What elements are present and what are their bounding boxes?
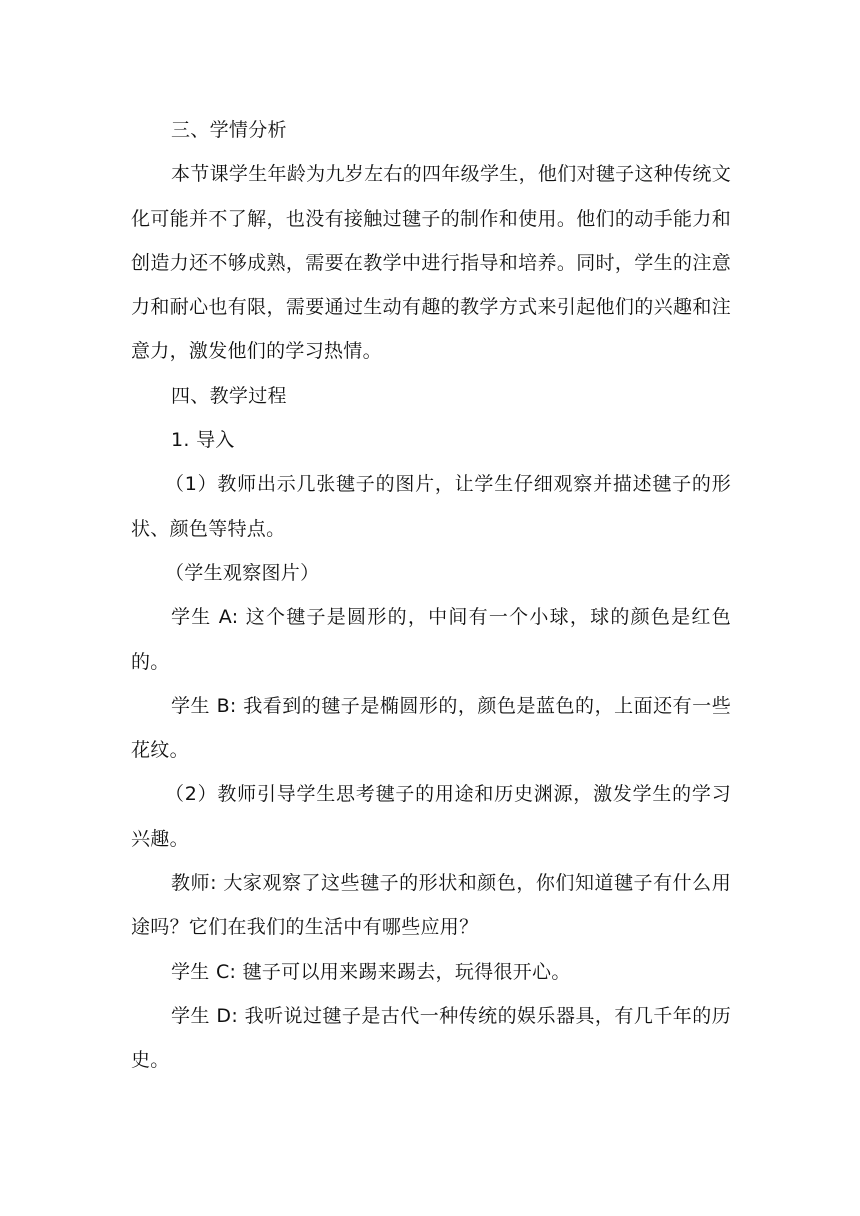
document-body [131,108,731,1083]
paragraph-student-d: 学生 D: 我听说过毽子是古代一种传统的娱乐器具，有几千年的历史。 [131,1004,731,1072]
paragraph-student-b: 学生 B: 我看到的毽子是椭圆形的，颜色是蓝色的，上面还有一些花纹。 [131,694,731,762]
paragraph-teacher: 教师: 大家观察了这些毽子的形状和颜色，你们知道毽子有什么用途吗？它们在我们的生活中有哪些应用？ [131,872,731,939]
paragraph-step-1: （1）教师出示几张毽子的图片，让学生仔细观察并描述毽子的形状、颜色等特点。 [131,473,731,540]
paragraph-student-a: 学生 A: 这个毽子是圆形的，中间有一个小球，球的颜色是红色的。 [131,606,731,673]
paragraph-students-observe: （学生观察图片） [165,561,320,584]
paragraph-step-2: （2）教师引导学生思考毽子的用途和历史渊源，激发学生的学习兴趣。 [131,783,731,850]
paragraph-student-c: 学生 C: 毽子可以用来踢来踢去，玩得很开心。 [171,960,571,983]
section-heading-teaching-process: 四、教学过程 [171,384,287,407]
section-heading-student-analysis: 三、学情分析 [171,119,287,141]
paragraph-student-analysis: 本节课学生年龄为九岁左右的四年级学生，他们对毽子这种传统文化可能并不了解，也没有接触过毽子的制作和使用。他们的动手能力和创造力还不够成熟，需要在教学中进行指导和培养。同时，学生的注意力和耐心也有限，需要通过生动有趣的教学方式来引起他们的兴趣和注意力，激发他们的学习热情。 [131,163,731,363]
subheading-introduction: 1. 导入 [171,429,235,452]
